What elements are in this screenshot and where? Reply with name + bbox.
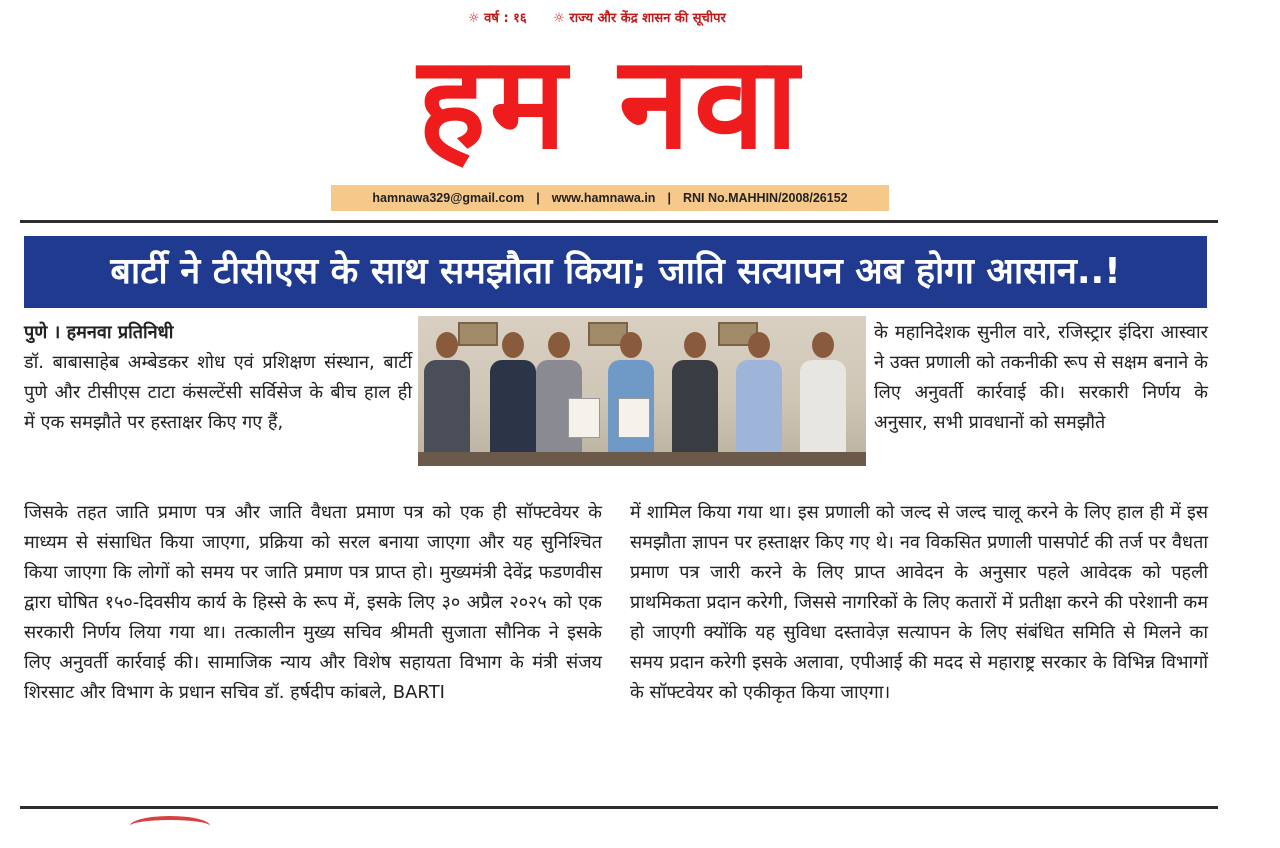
person-figure — [736, 332, 782, 466]
article-paragraph: के महानिदेशक सुनील वारे, रजिस्ट्रार इंदिरा आस्वार ने उक्त प्रणाली को तकनीकी रूप से सक्षम बनाने के लिए अनुवर्ती कार्रवाई की। सरकारी निर्णय के अनुसार, सभी प्रावधानों को समझौते — [874, 322, 1208, 433]
website-link[interactable]: www.hamnawa.in — [551, 191, 656, 205]
separator: | — [667, 191, 671, 205]
mou-document — [568, 398, 600, 438]
right-column-top — [874, 318, 1208, 438]
person-figure — [490, 332, 536, 466]
newspaper-masthead: हम नवा — [417, 29, 803, 178]
top-divider — [20, 220, 1218, 223]
article-paragraph: डॉ. बाबासाहेब अम्बेडकर शोध एवं प्रशिक्षण संस्थान, बार्टी पुणे और टीसीएस टाटा कंसल्टेंसी सर्विसेज के बीच हाल ही में एक समझौते पर हस्ताक्षर किए गए हैं, — [24, 352, 412, 433]
article-headline: बार्टी ने टीसीएस के साथ समझौता किया; जाति सत्यापन अब होगा आसान..! — [24, 236, 1207, 308]
article-paragraph: में शामिल किया गया था। इस प्रणाली को जल्द से जल्द चालू करने के लिए हाल ही में इस समझौता ज्ञापन पर हस्ताक्षर किए गए थे। नव विकसित प्रणाली पासपोर्ट की तर्ज पर वैधता प्रमाण पत्र जारी करने के लिए प्राप्त आवेदन के अनुसार पहले आवेदक को पहली प्राथमिकता प्रदान करेगी, जिससे नागरिकों के लिए कतारों में प्रतीक्षा करने की परेशानी कम हो जाएगी क्योंकि यह सुविधा दस्तावेज़ सत्यापन के लिए संबंधित समिति से मिलने का समय प्रदान करेगी इसके अलावा, एपीआई की मदद से महाराष्ट्र सरकार के विभिन्न विभागों के सॉफ्टवेयर को एकीकृत किया जाएगा। — [630, 502, 1208, 703]
separator: | — [536, 191, 540, 205]
signing-table — [418, 452, 866, 466]
left-column-top — [24, 318, 412, 438]
rni-number: RNI No.MAHHIN/2008/26152 — [682, 191, 848, 205]
person-figure — [800, 332, 846, 466]
year-tag: ☼ वर्ष : १६ — [468, 11, 527, 26]
dateline: पुणे । हमनवा प्रतिनिधी — [24, 322, 174, 343]
bottom-divider — [20, 806, 1218, 809]
left-column-bottom — [24, 498, 602, 708]
next-article-graphic — [130, 816, 210, 836]
article-paragraph: जिसके तहत जाति प्रमाण पत्र और जाति वैधता प्रमाण पत्र को एक ही सॉफ्टवेयर के माध्यम से संसाधित किया जाएगा, प्रक्रिया को सरल बनाया जाएगा और यह सुनिश्चित किया जाएगा कि लोगों को समय पर जाति प्रमाण पत्र प्राप्त हो। मुख्यमंत्री देवेंद्र फडणवीस द्वारा घोषित १५०-दिवसीय कार्य के हिस्से के रूप में, इसके लिए ३० अप्रैल २०२५ को एक सरकारी निर्णय लिया गया था। तत्कालीन मुख्य सचिव श्रीमती सुजाता सौनिक ने इसके लिए अनुवर्ती कार्रवाई की। सामाजिक न्याय और विशेष सहायता विभाग के मंत्री संजय शिरसाट और विभाग के प्रधान सचिव डॉ. हर्षदीप कांबले, BARTI — [24, 502, 602, 703]
right-column-bottom — [630, 498, 1208, 708]
email-link[interactable]: hamnawa329@gmail.com — [372, 191, 525, 205]
mou-document — [618, 398, 650, 438]
list-tag: ☼ राज्य और केंद्र शासन की सूचीपर — [553, 11, 726, 26]
person-figure — [424, 332, 470, 466]
article-photo — [418, 316, 866, 466]
person-figure — [672, 332, 718, 466]
contact-info-bar — [331, 185, 889, 211]
